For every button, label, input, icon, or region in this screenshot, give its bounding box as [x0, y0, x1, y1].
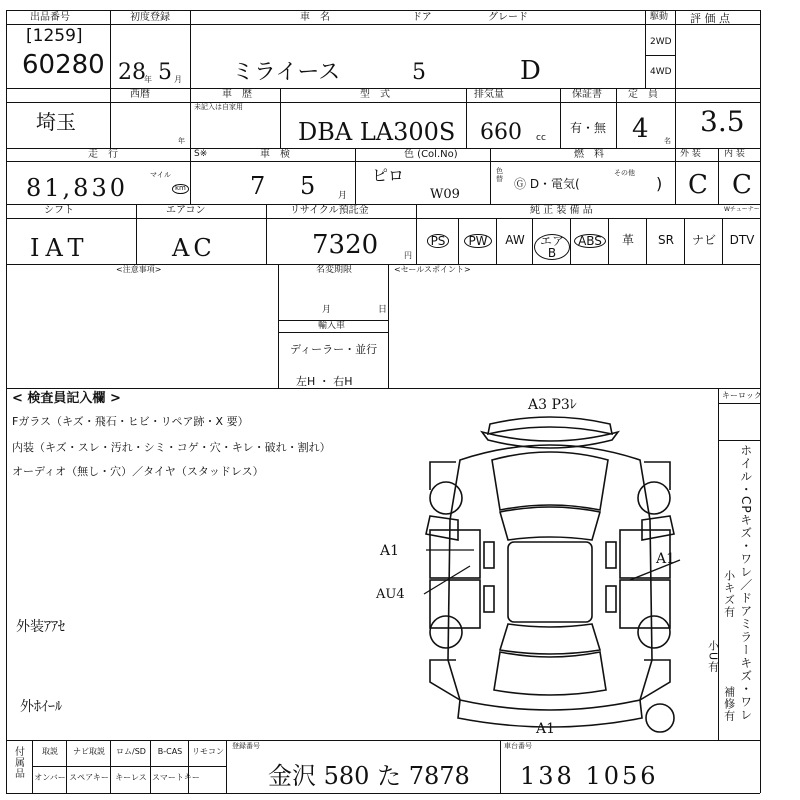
- accessory-item: ナビ取説: [73, 747, 105, 756]
- car-name: ミライース: [232, 60, 341, 85]
- inspection-glass: Fガラス（キズ・飛石・ヒビ・リペア跡・X 要）: [12, 415, 249, 428]
- fuel-other-label: その他: [614, 169, 635, 177]
- year-unit-2: 年: [178, 137, 185, 145]
- handle-label: 左H ・ 右H: [296, 375, 353, 388]
- seats-unit: 名: [664, 137, 671, 145]
- dealer-label: ディーラー・並行: [290, 343, 378, 356]
- model-code: DBA LA300S: [298, 118, 456, 146]
- equipment-item: [610, 234, 646, 246]
- accessory-item: スマートキー: [152, 773, 200, 782]
- fuel-label: 燃 料: [574, 149, 604, 160]
- color-change-label: 色替: [496, 167, 503, 183]
- model-label: 型 式: [360, 89, 390, 100]
- equipment-item-label: PW: [464, 234, 491, 248]
- inspection-month-unit: 月: [338, 191, 348, 201]
- repaired-note: 補修有: [722, 686, 736, 722]
- mark-right-door: A1: [656, 551, 676, 567]
- shift-label: シフト: [44, 205, 74, 216]
- mileage-label: 走 行: [88, 149, 118, 160]
- car-diagram: [400, 397, 700, 740]
- mark-front: A3 P3ﾚ: [528, 397, 577, 413]
- handwritten-note-exterior: 外装ｱｱｾ: [16, 619, 65, 635]
- inspection-interior: 内装（キズ・スレ・汚れ・シミ・コゲ・穴・キレ・破れ・割れ）: [12, 441, 331, 454]
- title-change-day: 日: [378, 305, 388, 315]
- eval-label: 評 価 点: [690, 12, 730, 25]
- grade-value: D: [520, 56, 541, 86]
- inspection-month: 5: [300, 172, 316, 200]
- eval-score: 3.5: [700, 105, 745, 138]
- year-unit: 年: [144, 75, 152, 84]
- inspection-label: 車 検: [260, 149, 290, 160]
- drive-2wd: 2WD: [650, 37, 672, 47]
- chassis-number: 138 1056: [520, 762, 659, 790]
- plate-label: 登録番号: [232, 742, 260, 750]
- mileage-s-label: S※: [194, 149, 208, 159]
- lane-number: [1259]: [26, 26, 83, 46]
- drive-4wd: 4WD: [650, 67, 672, 77]
- exhibit-number: 60280: [22, 50, 105, 80]
- key-lock-label: キーロック: [722, 391, 762, 400]
- accessory-item: オンバー: [34, 773, 66, 782]
- interior-label: 内 装: [724, 149, 745, 159]
- equipment-label: 純 正 装 備 品: [530, 205, 593, 216]
- exterior-label: 外 装: [680, 149, 701, 159]
- fuel-close-paren: ): [656, 174, 663, 193]
- ac-label: エアコン: [166, 205, 206, 216]
- mark-left-sill: AU4: [376, 587, 405, 602]
- equipment-item-label: PS: [427, 234, 450, 248]
- chassis-label: 車台番号: [504, 742, 532, 750]
- fuel-options: Ⓖ D・電気(: [514, 177, 580, 191]
- equipment-item: [572, 234, 608, 248]
- small-dent-note: 小U有: [706, 640, 720, 674]
- door-label: ドア: [412, 12, 432, 23]
- color-number: W09: [430, 187, 460, 202]
- equipment-item-label: ナビ: [691, 233, 716, 247]
- western-year-label: 西暦: [130, 89, 150, 100]
- door-count: 5: [412, 60, 426, 85]
- ac-value: AC: [172, 234, 216, 262]
- month-unit: 月: [174, 75, 182, 84]
- tuner-label: Wチューナー: [724, 206, 760, 213]
- mileage-value: 81,830: [26, 174, 128, 202]
- interior-grade: C: [732, 170, 752, 200]
- inspection-year: 7: [250, 172, 266, 200]
- seats-label: 定 員: [628, 89, 658, 100]
- sales-point-label: <セールスポイント>: [394, 265, 471, 274]
- exhibit-number-label: 出品番号: [30, 12, 70, 23]
- km-unit: km: [172, 184, 189, 194]
- import-label: 輸入車: [318, 321, 346, 331]
- equipment-item: [460, 234, 496, 248]
- small-scratch-note: 小キズ有: [722, 570, 736, 618]
- recycle-label: リサイクル預託金: [290, 205, 369, 216]
- recycle-value: 7320: [312, 230, 379, 260]
- title-change-label: 名変期限: [316, 265, 353, 275]
- first-reg-year: 28: [118, 60, 146, 85]
- handwritten-note-wheel: 外ﾎｲｰﾙ: [20, 699, 62, 715]
- equipment-item: [418, 234, 458, 248]
- equipment-item: [686, 234, 722, 246]
- equipment-item: [648, 234, 684, 246]
- accessory-item: スペアキー: [69, 773, 109, 782]
- equipment-item-label: ABS: [574, 234, 606, 248]
- first-reg-month: 5: [158, 60, 172, 85]
- equipment-item-label: 革: [621, 233, 634, 247]
- equipment-item: [498, 234, 532, 246]
- plate-number: 金沢 580 た 7878: [268, 762, 470, 790]
- accessory-item: 取説: [42, 747, 58, 756]
- history-note: 未記入は自家用: [194, 103, 243, 111]
- cc-unit: cc: [536, 133, 546, 143]
- shift-value: IAT: [30, 234, 90, 262]
- accessory-label: 付属品: [12, 746, 24, 779]
- equipment-item: [534, 234, 570, 260]
- grade-label: グレード: [488, 12, 528, 23]
- accessory-item: B-CAS: [157, 747, 183, 756]
- car-name-label: 車 名: [300, 12, 330, 23]
- accessory-item: キーレス: [115, 773, 147, 782]
- exterior-grade: C: [688, 170, 708, 200]
- color-label: 色 (Col.No): [404, 149, 458, 160]
- caution-label: <注意事項>: [116, 265, 162, 274]
- yen-unit: 円: [404, 251, 412, 260]
- equipment-item-label: SR: [658, 233, 674, 247]
- region: 埼玉: [36, 110, 76, 134]
- equipment-item: [724, 234, 760, 246]
- mark-left-door: A1: [380, 543, 400, 559]
- accessory-item: ロム/SD: [116, 747, 146, 756]
- mark-rear: A1: [536, 721, 556, 737]
- inspection-audio-tire: オーディオ（無し・穴）／タイヤ（スタッドレス）: [12, 465, 264, 478]
- first-reg-label: 初度登録: [130, 12, 170, 23]
- accessory-item: リモコン: [192, 747, 224, 756]
- inspection-title: < 検査員記入欄 >: [12, 391, 121, 406]
- seats-value: 4: [632, 114, 649, 144]
- equipment-item-label: AW: [505, 233, 525, 247]
- equipment-item-label: エアB: [534, 234, 570, 260]
- drive-label: 駆動: [650, 12, 669, 22]
- mile-unit: マイル: [150, 171, 171, 179]
- cc-label: 排気量: [474, 89, 504, 100]
- equipment-item-label: DTV: [729, 233, 755, 247]
- history-label: 車 歴: [222, 89, 252, 100]
- warranty-value: 有・無: [570, 121, 607, 135]
- color-value: ピロ: [372, 166, 405, 185]
- wheel-mirror-note: ホイル・CPキズ・ワレ／ドアミラーキズ・ワレ: [738, 444, 753, 722]
- engine-cc: 660: [480, 120, 522, 145]
- warranty-label: 保証書: [572, 89, 602, 100]
- title-change-month: 月: [322, 305, 332, 315]
